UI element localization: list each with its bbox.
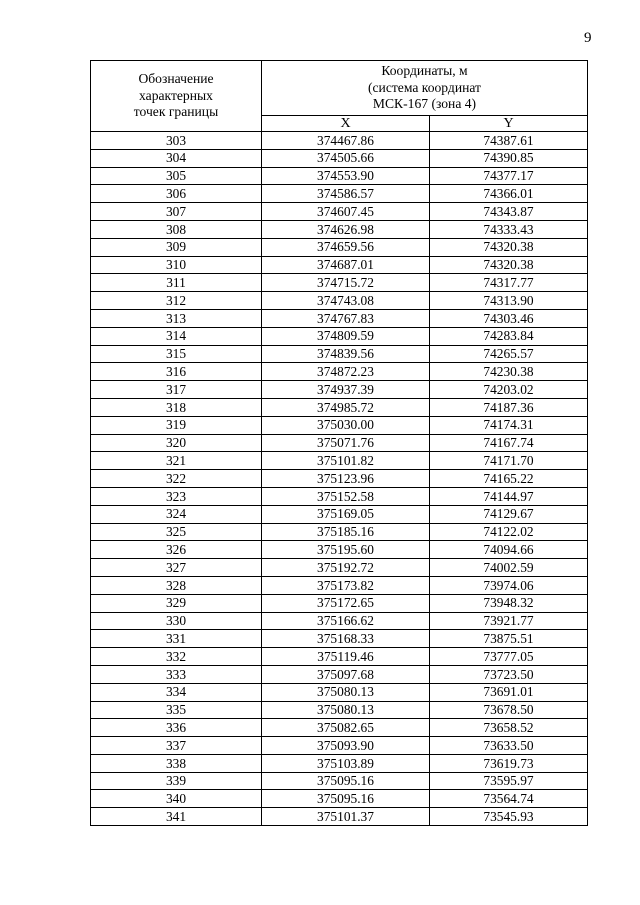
table-row	[91, 470, 588, 488]
point-cell: 335	[91, 701, 262, 719]
y-cell: 73777.05	[430, 648, 588, 666]
table-row	[91, 808, 588, 826]
table-row	[91, 381, 588, 399]
table-row	[91, 345, 588, 363]
table-row	[91, 648, 588, 666]
point-cell: 309	[91, 238, 262, 256]
x-cell: 374505.66	[262, 149, 430, 167]
point-cell: 332	[91, 648, 262, 666]
point-cell: 305	[91, 167, 262, 185]
x-cell: 375185.16	[262, 523, 430, 541]
y-cell: 74320.38	[430, 256, 588, 274]
y-cell: 74203.02	[430, 381, 588, 399]
x-column-header: X	[262, 116, 430, 132]
x-cell: 374687.01	[262, 256, 430, 274]
y-cell: 73921.77	[430, 612, 588, 630]
y-cell: 74317.77	[430, 274, 588, 292]
point-cell: 328	[91, 576, 262, 594]
y-cell: 74129.67	[430, 505, 588, 523]
point-cell: 317	[91, 381, 262, 399]
table-row	[91, 434, 588, 452]
page-number: 9	[584, 30, 592, 46]
table-row	[91, 559, 588, 577]
coords-header-line: Координаты, м	[381, 62, 468, 78]
table-row	[91, 737, 588, 755]
point-cell: 314	[91, 327, 262, 345]
table-row	[91, 754, 588, 772]
y-cell: 74167.74	[430, 434, 588, 452]
x-cell: 375097.68	[262, 665, 430, 683]
point-cell: 329	[91, 594, 262, 612]
y-cell: 74165.22	[430, 470, 588, 488]
point-cell: 320	[91, 434, 262, 452]
x-cell: 375095.16	[262, 790, 430, 808]
x-cell: 374553.90	[262, 167, 430, 185]
table-row	[91, 185, 588, 203]
x-cell: 374985.72	[262, 398, 430, 416]
x-cell: 374659.56	[262, 238, 430, 256]
table-row	[91, 772, 588, 790]
table-row	[91, 132, 588, 150]
x-cell: 375095.16	[262, 772, 430, 790]
point-cell: 331	[91, 630, 262, 648]
x-cell: 375168.33	[262, 630, 430, 648]
y-cell: 73658.52	[430, 719, 588, 737]
x-cell: 375173.82	[262, 576, 430, 594]
y-cell: 73678.50	[430, 701, 588, 719]
x-cell: 375172.65	[262, 594, 430, 612]
point-cell: 315	[91, 345, 262, 363]
coords-header-line: (система координат	[368, 79, 481, 95]
table-row	[91, 203, 588, 221]
point-header-line: точек границы	[133, 104, 219, 120]
table-row	[91, 167, 588, 185]
table-row	[91, 327, 588, 345]
point-cell: 338	[91, 754, 262, 772]
x-cell: 374767.83	[262, 309, 430, 327]
table-row	[91, 594, 588, 612]
point-cell: 337	[91, 737, 262, 755]
point-cell: 306	[91, 185, 262, 203]
y-cell: 73633.50	[430, 737, 588, 755]
y-cell: 74002.59	[430, 559, 588, 577]
x-cell: 374872.23	[262, 363, 430, 381]
y-cell: 74390.85	[430, 149, 588, 167]
point-cell: 322	[91, 470, 262, 488]
point-cell: 313	[91, 309, 262, 327]
table-row	[91, 309, 588, 327]
point-cell: 339	[91, 772, 262, 790]
point-cell: 324	[91, 505, 262, 523]
y-cell: 74343.87	[430, 203, 588, 221]
y-cell: 73948.32	[430, 594, 588, 612]
point-cell: 325	[91, 523, 262, 541]
x-cell: 375080.13	[262, 701, 430, 719]
x-cell: 375080.13	[262, 683, 430, 701]
y-cell: 73691.01	[430, 683, 588, 701]
x-cell: 375152.58	[262, 487, 430, 505]
table-row	[91, 523, 588, 541]
table-body	[91, 132, 588, 826]
table-row	[91, 292, 588, 310]
y-cell: 73875.51	[430, 630, 588, 648]
point-cell: 310	[91, 256, 262, 274]
x-cell: 375093.90	[262, 737, 430, 755]
point-cell: 323	[91, 487, 262, 505]
table-row	[91, 576, 588, 594]
point-cell: 304	[91, 149, 262, 167]
table-row	[91, 149, 588, 167]
y-cell: 74122.02	[430, 523, 588, 541]
table-row	[91, 238, 588, 256]
x-cell: 374743.08	[262, 292, 430, 310]
x-cell: 374586.57	[262, 185, 430, 203]
table-row	[91, 790, 588, 808]
x-cell: 374626.98	[262, 220, 430, 238]
point-cell: 334	[91, 683, 262, 701]
x-cell: 374467.86	[262, 132, 430, 150]
point-cell: 312	[91, 292, 262, 310]
point-cell: 340	[91, 790, 262, 808]
y-cell: 73595.97	[430, 772, 588, 790]
table-row	[91, 274, 588, 292]
table-row	[91, 220, 588, 238]
table-row	[91, 398, 588, 416]
table-row	[91, 363, 588, 381]
x-cell: 375195.60	[262, 541, 430, 559]
y-cell: 73564.74	[430, 790, 588, 808]
x-cell: 375123.96	[262, 470, 430, 488]
x-cell: 375169.05	[262, 505, 430, 523]
point-cell: 303	[91, 132, 262, 150]
x-cell: 375071.76	[262, 434, 430, 452]
table-header	[91, 61, 588, 132]
x-cell: 375166.62	[262, 612, 430, 630]
point-cell: 321	[91, 452, 262, 470]
coords-header-line: МСК-167 (зона 4)	[372, 96, 477, 112]
point-cell: 319	[91, 416, 262, 434]
table-row	[91, 701, 588, 719]
point-cell: 316	[91, 363, 262, 381]
point-cell: 318	[91, 398, 262, 416]
table-row	[91, 683, 588, 701]
point-cell: 333	[91, 665, 262, 683]
x-cell: 374607.45	[262, 203, 430, 221]
point-cell: 330	[91, 612, 262, 630]
coordinates-group-header	[262, 61, 588, 116]
y-cell: 74303.46	[430, 309, 588, 327]
y-cell: 73619.73	[430, 754, 588, 772]
x-cell: 374715.72	[262, 274, 430, 292]
y-cell: 74171.70	[430, 452, 588, 470]
point-column-header	[91, 61, 262, 132]
x-cell: 375030.00	[262, 416, 430, 434]
y-column-header: Y	[430, 116, 588, 132]
x-cell: 375101.37	[262, 808, 430, 826]
point-cell: 326	[91, 541, 262, 559]
x-cell: 374839.56	[262, 345, 430, 363]
x-cell: 375119.46	[262, 648, 430, 666]
y-cell: 74174.31	[430, 416, 588, 434]
x-cell: 375103.89	[262, 754, 430, 772]
point-cell: 308	[91, 220, 262, 238]
y-cell: 74265.57	[430, 345, 588, 363]
coordinates-table	[90, 60, 588, 826]
table-row	[91, 452, 588, 470]
y-cell: 74387.61	[430, 132, 588, 150]
y-cell: 74377.17	[430, 167, 588, 185]
table-row	[91, 487, 588, 505]
y-cell: 74320.38	[430, 238, 588, 256]
point-cell: 311	[91, 274, 262, 292]
x-cell: 375101.82	[262, 452, 430, 470]
point-cell: 336	[91, 719, 262, 737]
table-row	[91, 612, 588, 630]
point-header-line: характерных	[139, 87, 213, 103]
y-cell: 73974.06	[430, 576, 588, 594]
table-row	[91, 630, 588, 648]
y-cell: 73545.93	[430, 808, 588, 826]
y-cell: 74313.90	[430, 292, 588, 310]
point-cell: 327	[91, 559, 262, 577]
y-cell: 73723.50	[430, 665, 588, 683]
table-row	[91, 665, 588, 683]
table-row	[91, 256, 588, 274]
point-cell: 341	[91, 808, 262, 826]
y-cell: 74094.66	[430, 541, 588, 559]
table-row	[91, 719, 588, 737]
y-cell: 74144.97	[430, 487, 588, 505]
point-cell: 307	[91, 203, 262, 221]
y-cell: 74187.36	[430, 398, 588, 416]
table-row	[91, 541, 588, 559]
y-cell: 74366.01	[430, 185, 588, 203]
x-cell: 374937.39	[262, 381, 430, 399]
x-cell: 375082.65	[262, 719, 430, 737]
point-header-line: Обозначение	[138, 70, 214, 86]
y-cell: 74230.38	[430, 363, 588, 381]
x-cell: 374809.59	[262, 327, 430, 345]
y-cell: 74333.43	[430, 220, 588, 238]
x-cell: 375192.72	[262, 559, 430, 577]
table-row	[91, 416, 588, 434]
table-row	[91, 505, 588, 523]
y-cell: 74283.84	[430, 327, 588, 345]
